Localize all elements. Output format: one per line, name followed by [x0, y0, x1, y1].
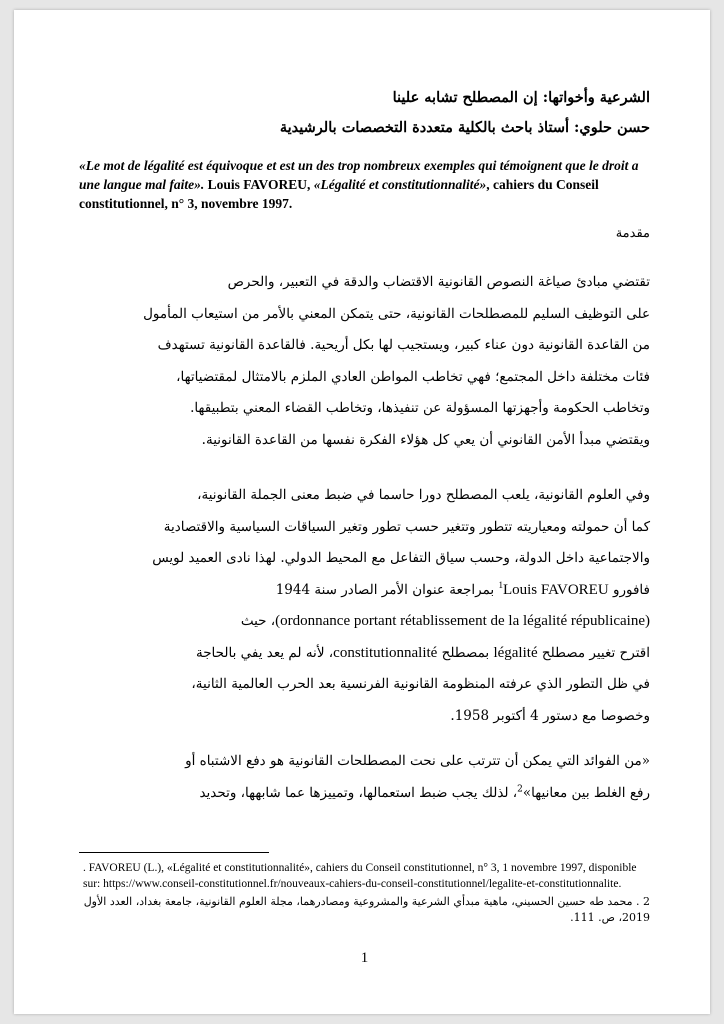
document-page [14, 10, 710, 1014]
text-segment: ، لأنه لم يعد يفي بالحاجة [195, 644, 334, 661]
paragraph-line [79, 606, 650, 638]
paragraph-line: ويقتضي مبدأ الأمن القانوني أن يعي كل هؤلاء الفكرة نفسها من القاعدة القانونية. [201, 431, 650, 448]
epigraph-source: , cahiers du Conseil constitutionnel, n° 3, novembre 1997. [79, 177, 599, 211]
paragraph-line: على التوظيف السليم للمصطلحات القانونية، حتى يتمكن المعني بالأمر من استيعاب المأمول [143, 305, 650, 322]
text-segment: بمصطلح [441, 644, 490, 661]
paragraph-line: والاجتماعية داخل الدولة، وحسب سياق التفاعل مع المحيط الدولي. لهذا نادى العميد لويس [152, 550, 650, 566]
paragraph-line [79, 638, 650, 670]
text-segment: فافورو [612, 581, 650, 598]
paragraph-line [79, 778, 650, 810]
paragraph-line: وفي العلوم القانونية، يلعب المصطلح دورا حاسما في ضبط معنى الجملة القانونية، [197, 487, 650, 503]
footnotes [79, 860, 650, 926]
paragraph-1 [79, 267, 650, 456]
paragraph-line: من القاعدة القانونية دون عناء كبير، ويستجيب لها بكل أريحية. فالقاعدة القانونية تستهدف [157, 337, 650, 353]
epigraph-quote: «Le mot de légalité est équivoque et est un des trop nombreux exemples qui témoignent que le droit a une langue mal faite». [79, 158, 639, 192]
author-line: حسن حلوي: أستاذ باحث بالكلية متعددة التخصصات بالرشيدية [279, 119, 650, 136]
footnote-2: 2 . محمد طه حسين الحسيني، ماهية مبدأي الشرعية والمشروعية ومصادرهما، مجلة العلوم القانونية، جامعة بغداد، العدد الأول 2019، ص. 111. [83, 895, 650, 924]
page-number: 1 [360, 950, 369, 966]
text-segment: رفع الغلط بين معانيها» [522, 784, 650, 801]
epigraph-work: «Légalité et constitutionnalité» [313, 177, 487, 192]
footnote-separator [79, 852, 269, 853]
paragraph-line [79, 575, 650, 607]
epigraph [79, 156, 650, 213]
document-title: الشرعية وأخواتها: إن المصطلح تشابه علينا [392, 89, 650, 106]
latin-phrase: (ordonnance portant rétablissement de la légalité républicaine) [275, 613, 650, 629]
footnote-ref-2[interactable]: 2 [517, 784, 523, 794]
intro-heading: مقدمة [615, 226, 650, 241]
paragraph-3 [79, 746, 650, 809]
latin-term: constitutionnalité [333, 644, 438, 661]
text-segment: بمراجعة عنوان الأمر الصادر سنة 1944 [275, 581, 495, 598]
text-segment: ، حيث [240, 613, 276, 629]
footnote-1: . FAVOREU (L.), «Légalité et constitutionnalité», cahiers du Conseil constitutionnel, n° 3, 1 novembre 1997, disponible sur: https://www.conseil-constitutionnel.fr/nouveaux-cahiers-du-conseil-constitutionnel/legalite-et-constitutionnalite. [83, 862, 637, 890]
paragraph-line: كما أن حمولته ومعياريته تتطور وتتغير حسب تطور وتغير السياقات السياسية والاقتصادية [163, 518, 650, 535]
latin-name: $^1$Louis FAVOREU [498, 579, 609, 598]
page-content [79, 10, 650, 1014]
paragraph-line: تقتضي مبادئ صياغة النصوص القانونية الاقتضاب والدقة في التعبير، والحرص [227, 274, 650, 290]
paragraph-line: «من الفوائد التي يمكن أن تترتب على نحت المصطلحات القانونية هو دفع الاشتباه أو [185, 753, 650, 769]
text-segment: ، لذلك يجب ضبط استعمالها، وتمييزها عما شابهها، وتحديد [199, 784, 518, 801]
paragraph-line: في ظل التطور الذي عرفته المنظومة القانونية الفرنسية بعد الحرب العالمية الثانية، [191, 676, 650, 692]
paragraph-line: وتخاطب الحكومة وأجهزتها المسؤولة عن تنفيذها، وتخاطب القضاء المعني بتطبيقها. [190, 400, 650, 416]
paragraph-2 [79, 480, 650, 732]
text-segment: اقترح تغيير مصطلح [541, 644, 650, 661]
paragraph-line: فئات مختلفة داخل المجتمع؛ فهي تخاطب المواطن العادي الملزم بالامتثال لمقتضياتها، [176, 368, 650, 385]
epigraph-author: Louis FAVOREU, [207, 177, 311, 192]
footnote-ref-1[interactable]: 1 [498, 579, 503, 590]
latin-term: légalité [493, 644, 538, 661]
paragraph-line: وخصوصا مع دستور 4 أكتوبر 1958. [450, 707, 650, 724]
